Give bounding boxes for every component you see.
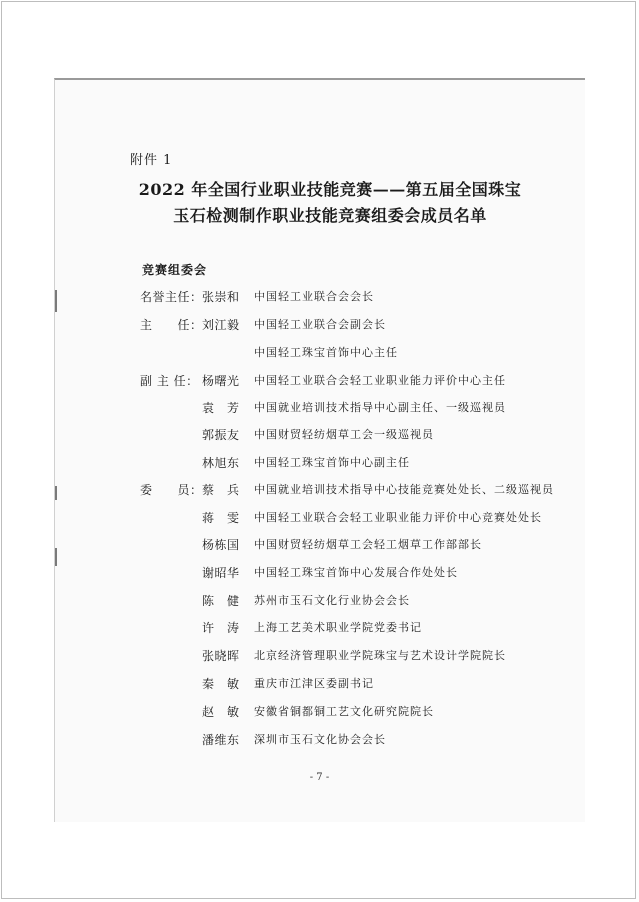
member-position: 中国轻工业联合会轻工业职业能力评价中心主任 — [254, 374, 506, 387]
member-name: 张崇和 — [202, 290, 240, 304]
member-name: 赵 敏 — [202, 705, 240, 719]
member-row — [0, 316, 639, 332]
member-position: 中国财贸轻纺烟草工会轻工烟草工作部部长 — [254, 538, 482, 551]
member-position: 中国轻工珠宝首饰中心发展合作处处长 — [254, 566, 458, 579]
member-position: 中国轻工珠宝首饰中心副主任 — [254, 456, 410, 469]
member-row — [0, 564, 639, 580]
member-position: 安徽省铜都铜工艺文化研究院院长 — [254, 705, 434, 718]
annex-label: 附件 1 — [130, 153, 173, 168]
member-row — [0, 731, 639, 747]
member-name: 杨曙光 — [202, 374, 240, 388]
member-name: 袁 芳 — [202, 401, 240, 415]
member-name: 谢昭华 — [202, 566, 240, 580]
document-title-line-1: 2022 年全国行业职业技能竞赛——第五届全国珠宝 — [138, 180, 522, 199]
member-position: 上海工艺美术职业学院党委书记 — [254, 621, 422, 634]
member-name: 陈 健 — [202, 594, 240, 608]
member-row — [0, 372, 639, 388]
member-name: 林旭东 — [202, 456, 240, 470]
member-row — [0, 344, 639, 360]
member-name: 潘维东 — [202, 733, 240, 747]
member-role: 名誉主任： — [140, 290, 203, 304]
member-position: 深圳市玉石文化协会会长 — [254, 733, 386, 746]
member-name: 杨栋国 — [202, 538, 240, 552]
member-row — [0, 592, 639, 608]
member-row — [0, 454, 639, 470]
member-row — [0, 426, 639, 442]
member-row — [0, 703, 639, 719]
member-position: 中国就业培训技术指导中心副主任、一级巡视员 — [254, 401, 506, 414]
section-heading: 竞赛组委会 — [142, 263, 208, 277]
member-name: 蔡 兵 — [202, 483, 240, 497]
page-number: - 7 - — [309, 772, 330, 783]
member-position: 重庆市江津区委副书记 — [254, 677, 374, 690]
member-position: 中国就业培训技术指导中心技能竞赛处处长、二级巡视员 — [254, 483, 554, 496]
member-name: 许 涛 — [202, 621, 240, 635]
member-name: 蒋 雯 — [202, 511, 240, 525]
document-title-line-2: 玉石检测制作职业技能竞赛组委会成员名单 — [173, 206, 487, 225]
member-name: 刘江毅 — [202, 318, 240, 332]
member-name: 秦 敏 — [202, 677, 240, 691]
member-position: 中国轻工业联合会副会长 — [254, 318, 386, 331]
member-name: 张晓晖 — [202, 649, 240, 663]
member-role: 委 员： — [140, 483, 203, 497]
member-row — [0, 509, 639, 525]
member-row — [0, 675, 639, 691]
member-position: 中国轻工珠宝首饰中心主任 — [254, 346, 398, 359]
member-position: 苏州市玉石文化行业协会会长 — [254, 594, 410, 607]
member-name: 郭振友 — [202, 428, 240, 442]
member-row — [0, 647, 639, 663]
member-role: 副 主 任： — [140, 374, 199, 388]
member-row — [0, 481, 639, 497]
member-row — [0, 536, 639, 552]
member-row — [0, 288, 639, 304]
member-position: 中国轻工业联合会轻工业职业能力评价中心竞赛处处长 — [254, 511, 542, 524]
member-position: 中国轻工业联合会会长 — [254, 290, 374, 303]
member-row — [0, 399, 639, 415]
member-row — [0, 619, 639, 635]
member-position: 北京经济管理职业学院珠宝与艺术设计学院院长 — [254, 649, 506, 662]
member-role: 主 任： — [140, 318, 203, 332]
member-position: 中国财贸轻纺烟草工会一级巡视员 — [254, 428, 434, 441]
